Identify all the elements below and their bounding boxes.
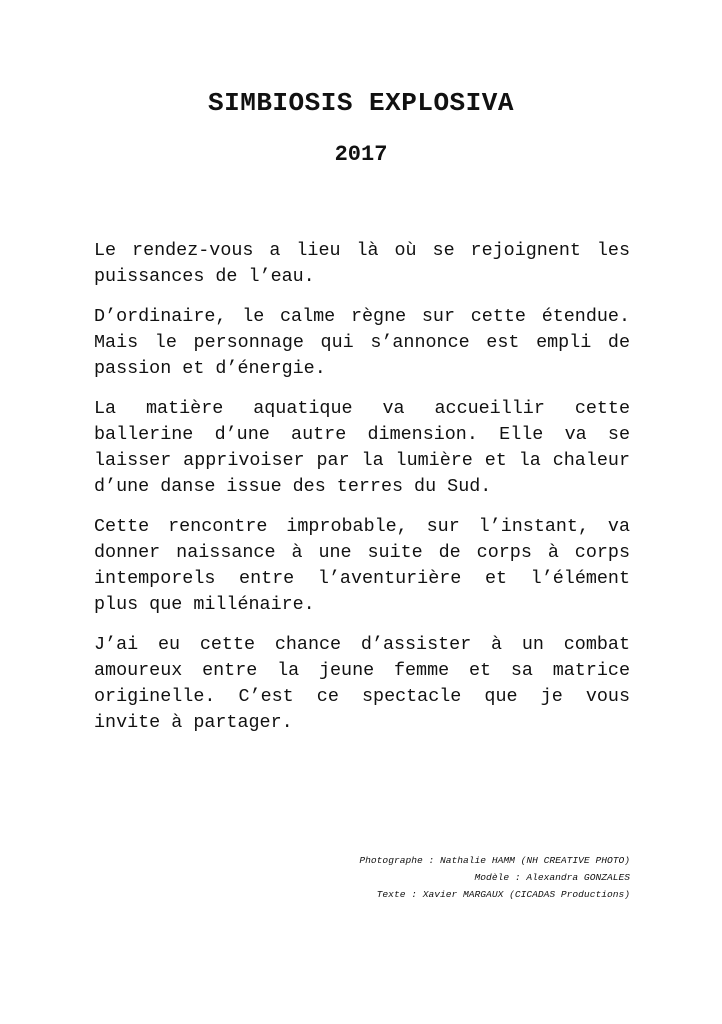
paragraph-2: D’ordinaire, le calme règne sur cette étendue. Mais le personnage qui s’annonce est empli de passion et d’énergie. — [94, 306, 630, 379]
document-year: 2017 — [334, 142, 388, 167]
credit-text: Texte : Xavier MARGAUX (CICADAS Productions) — [376, 889, 630, 900]
paragraph-5: J’ai eu cette chance d’assister à un combat amoureux entre la jeune femme et sa matrice originelle. C’est ce spectacle que je vous invite à partager. — [94, 634, 630, 733]
paragraph-1: Le rendez-vous a lieu là où se rejoignent les puissances de l’eau. — [94, 240, 630, 287]
body-text — [94, 238, 630, 750]
credit-model: Modèle : Alexandra GONZALES — [474, 872, 630, 883]
document-title: SIMBIOSIS EXPLOSIVA — [208, 88, 514, 118]
paragraph-4: Cette rencontre improbable, sur l’instant, va donner naissance à une suite de corps à corps intemporels entre l’aventurière et l’élément plus que millénaire. — [94, 516, 630, 615]
credit-photographer: Photographe : Nathalie HAMM (NH CREATIVE PHOTO) — [359, 855, 630, 866]
paragraph-3: La matière aquatique va accueillir cette ballerine d’une autre dimension. Elle va se laisser apprivoiser par la lumière et la chaleur d’une danse issue des terres du Sud. — [94, 398, 630, 497]
credits — [359, 852, 630, 903]
